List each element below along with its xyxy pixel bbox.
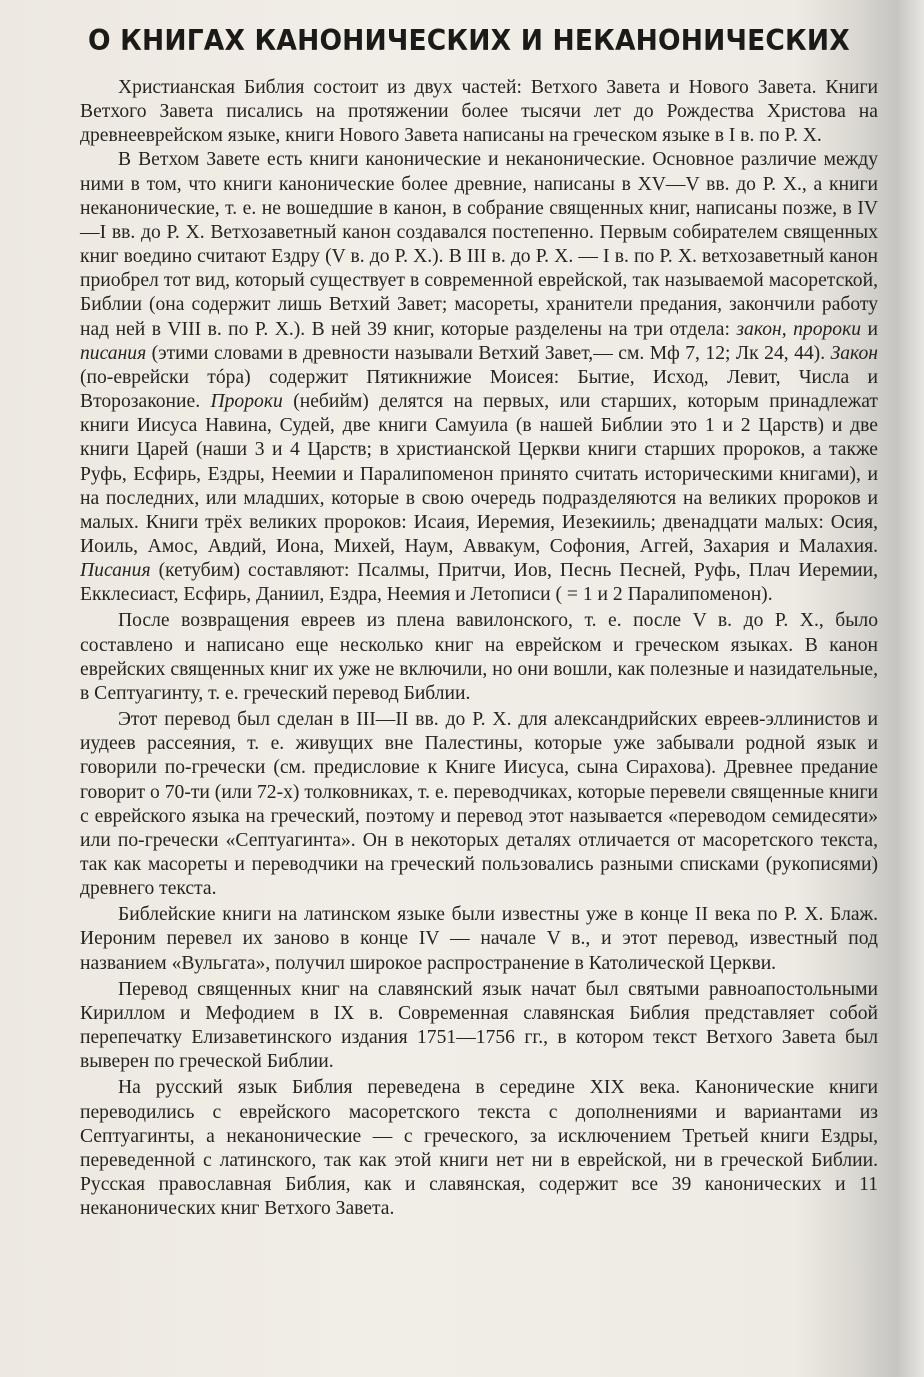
page-title: О КНИГАХ КАНОНИЧЕСКИХ И НЕКАНОНИЧЕСКИХ — [88, 24, 850, 57]
italic-term: Писания — [80, 560, 151, 582]
paragraph — [80, 148, 878, 607]
paragraph — [80, 1076, 878, 1221]
italic-term: писания — [80, 342, 147, 364]
article-body — [80, 76, 878, 1221]
text-run: На русский язык Библия переведена в середине XIX века. Канонические книги переводились с еврейского масоретского текста с дополнениями и вариантами из Септуагинты, а неканонические — с греческого, за исключением Третьей книги Ездры, переведенной с латинского, так как этой книги нет ни в еврейской, ни в греческой Библии. Русская православная Библия, как и славянская, содержит все 39 канонических и 11 неканонических книг Ветхого Завета. — [80, 1077, 878, 1220]
text-run: После возвращения евреев из плена вавилонского, т. е. после V в. до Р. Х., было составлено и написано еще несколько книг на еврейском и греческом языках. В канон еврейских священных книг их уже не включили, но они вошли, как полезные и назидательные, в Септуагинту, т. е. греческий перевод Библии. — [80, 610, 878, 704]
text-run: В Ветхом Завете есть книги канонические и неканонические. Основное различие между ними в том, что книги канонические более древние, написаны в XV—V вв. до Р. Х., а книги неканонические, т. е. не вошедшие в канон, в собрание священных книг, написаны позже, в IV—I вв. до Р. Х. Ветхозаветный канон создавался постепенно. Первым собирателем священных книг воедино считают Ездру (V в. до Р. Х.). В III в. до Р. Х. — I в. по Р. Х. ветхозаветный канон приобрел тот вид, который существует в современной еврейской, так называемой масоретской, Библии (она содержит лишь Ветхий Завет; масореты, хранители предания, закончили работу над ней в VIII в. по Р. Х.). В ней 39 книг, которые разделены на три отдела: — [80, 149, 878, 340]
text-run: (небийм) делятся на первых, или старших, которым принадлежат книги Иисуса Навина, Судей, две книги Самуила (в нашей Библии это 1 и 2 Царств) и две книги Царей (наши 3 и 4 Царств; в христианской Церкви книги старших пророков, а также Руфь, Есфирь, Ездры, Неемии и Паралипоменон принято считать историческими книгами), и на последних, или младших, которые в свою очередь подразделяются на великих пророков и малых. Книги трёх великих пророков: Исаия, Иеремия, Иезекииль; двенадцати малых: Осия, Иоиль, Амос, Авдий, Иона, Михей, Наум, Аввакум, Софония, Аггей, Захария и Малахия. — [80, 391, 878, 557]
paragraph — [80, 978, 878, 1075]
paragraph — [80, 76, 878, 148]
paragraph — [80, 708, 878, 901]
italic-term: закон, пророки — [736, 318, 862, 340]
italic-term: Закон — [830, 342, 878, 364]
paragraph — [80, 903, 878, 975]
paragraph — [80, 609, 878, 706]
text-run: Христианская Библия состоит из двух частей: Ветхого Завета и Нового Завета. Книги Ветхого Завета писались на протяжении более тысячи лет до Рождества Христова на древнееврейском языке, книги Нового Завета написаны на греческом языке в I в. по Р. Х. — [80, 77, 878, 147]
italic-term: Пророки — [210, 391, 283, 413]
text-run: Библейские книги на латинском языке были известны уже в конце II века по Р. Х. Блаж. Иероним перевел их заново в конце IV — начале V в., и этот перевод, известный под названием «Вульгата», получил широкое распространение в Католической Церкви. — [80, 904, 878, 974]
text-run: (этими словами в древности называли Ветхий Завет,— см. Мф 7, 12; Лк 24, 44). — [146, 342, 831, 364]
text-run: и — [861, 318, 878, 340]
text-run: (кетубим) составляют: Псалмы, Притчи, Иов, Песнь Песней, Руфь, Плач Иеремии, Екклесиаст, Есфирь, Даниил, Ездра, Неемия и Летописи ( = 1 и 2 Паралипоменон). — [80, 560, 878, 606]
text-run: (по-еврейски тóра) содержит Пятикнижие Моисея: Бытие, Исход, Левит, Числа и Второзаконие. — [80, 366, 878, 413]
text-run: Этот перевод был сделан в III—II вв. до Р. Х. для александрийских евреев-эллинистов и иудеев рассеяния, т. е. живущих вне Палестины, которые уже забывали родной язык и говорили по-гречески (см. предисловие к Книге Иисуса, сына Сирахова). Древнее предание говорит о 70-ти (или 72-х) толковниках, т. е. переводчиках, которые перевели священные книги с еврейского языка на греческий, поэтому и перевод этот называется «переводом семидесяти» или по-гречески «Септуагинта». Он в некоторых деталях отличается от масоретского текста, так как масореты и переводчики на греческий пользовались разными списками (рукописями) древнего текста. — [80, 709, 878, 900]
text-run: Перевод священных книг на славянский язык начат был святыми равноапостольными Кириллом и Мефодием в IX в. Современная славянская Библия представляет собой перепечатку Елизаветинского издания 1751—1756 гг., в котором текст Ветхого Завета был выверен по греческой Библии. — [80, 978, 878, 1073]
